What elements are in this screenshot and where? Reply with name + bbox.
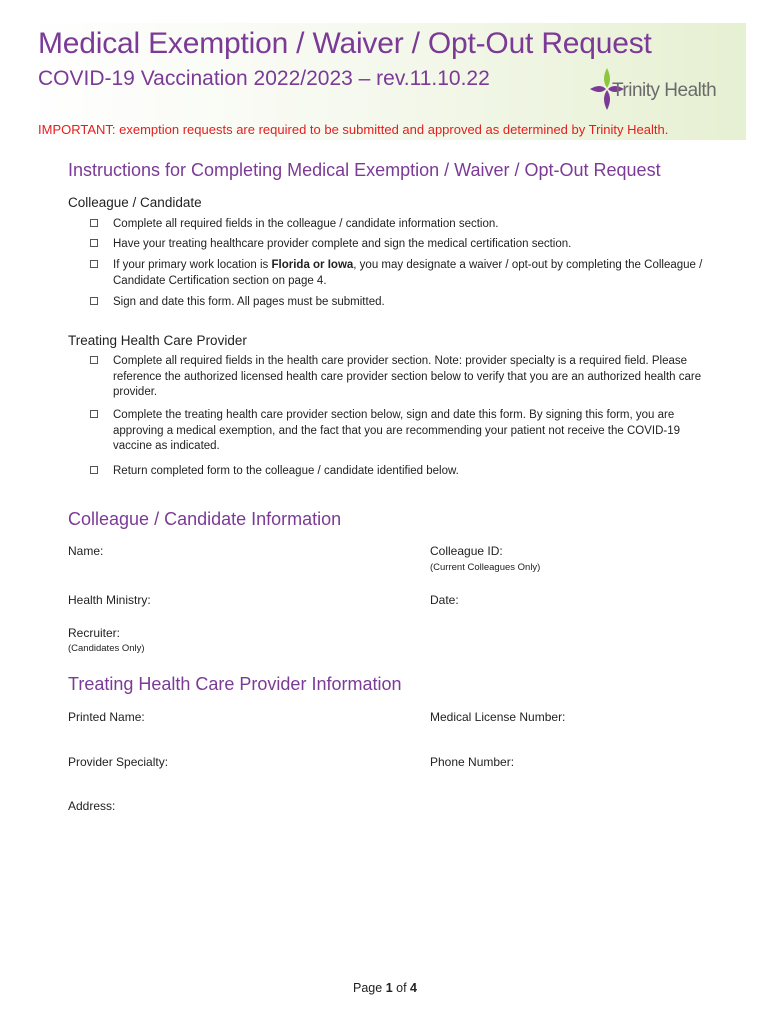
- date-field[interactable]: Date:: [430, 593, 459, 607]
- address-field[interactable]: Address:: [68, 799, 116, 813]
- checkbox-icon[interactable]: [90, 239, 98, 247]
- health-ministry-field[interactable]: Health Ministry:: [68, 593, 151, 607]
- logo-wordmark: Trinity Health: [612, 80, 717, 101]
- checkbox-icon[interactable]: [90, 297, 98, 305]
- printed-name-field[interactable]: Printed Name:: [68, 710, 145, 724]
- checkbox-icon[interactable]: [90, 219, 98, 227]
- checkbox-icon[interactable]: [90, 260, 98, 268]
- provider-subheading: Treating Health Care Provider: [68, 333, 247, 348]
- colleague-id-field[interactable]: Colleague ID:: [430, 544, 503, 558]
- name-field[interactable]: Name:: [68, 544, 104, 558]
- colleague-subheading: Colleague / Candidate: [68, 195, 202, 210]
- page-title: Medical Exemption / Waiver / Opt-Out Request: [38, 27, 652, 60]
- checkbox-icon[interactable]: [90, 356, 98, 364]
- colleague-id-note: (Current Colleagues Only): [430, 562, 541, 573]
- license-number-field[interactable]: Medical License Number:: [430, 710, 566, 724]
- checkbox-icon[interactable]: [90, 410, 98, 418]
- colleague-info-heading: Colleague / Candidate Information: [68, 509, 342, 529]
- recruiter-field[interactable]: Recruiter:: [68, 626, 121, 640]
- provider-info-heading: Treating Health Care Provider Information: [68, 674, 402, 694]
- page-number: Page 1 of 4: [353, 981, 417, 995]
- checkbox-icon[interactable]: [90, 466, 98, 474]
- phone-number-field[interactable]: Phone Number:: [430, 755, 515, 769]
- instructions-heading: Instructions for Completing Medical Exemption / Waiver / Opt-Out Request: [68, 160, 661, 180]
- recruiter-note: (Candidates Only): [68, 643, 145, 654]
- page-subtitle: COVID-19 Vaccination 2022/2023 – rev.11.10.22: [38, 67, 490, 90]
- important-notice: IMPORTANT: exemption requests are required to be submitted and approved as determined by Trinity Health.: [38, 122, 669, 137]
- provider-specialty-field[interactable]: Provider Specialty:: [68, 755, 169, 769]
